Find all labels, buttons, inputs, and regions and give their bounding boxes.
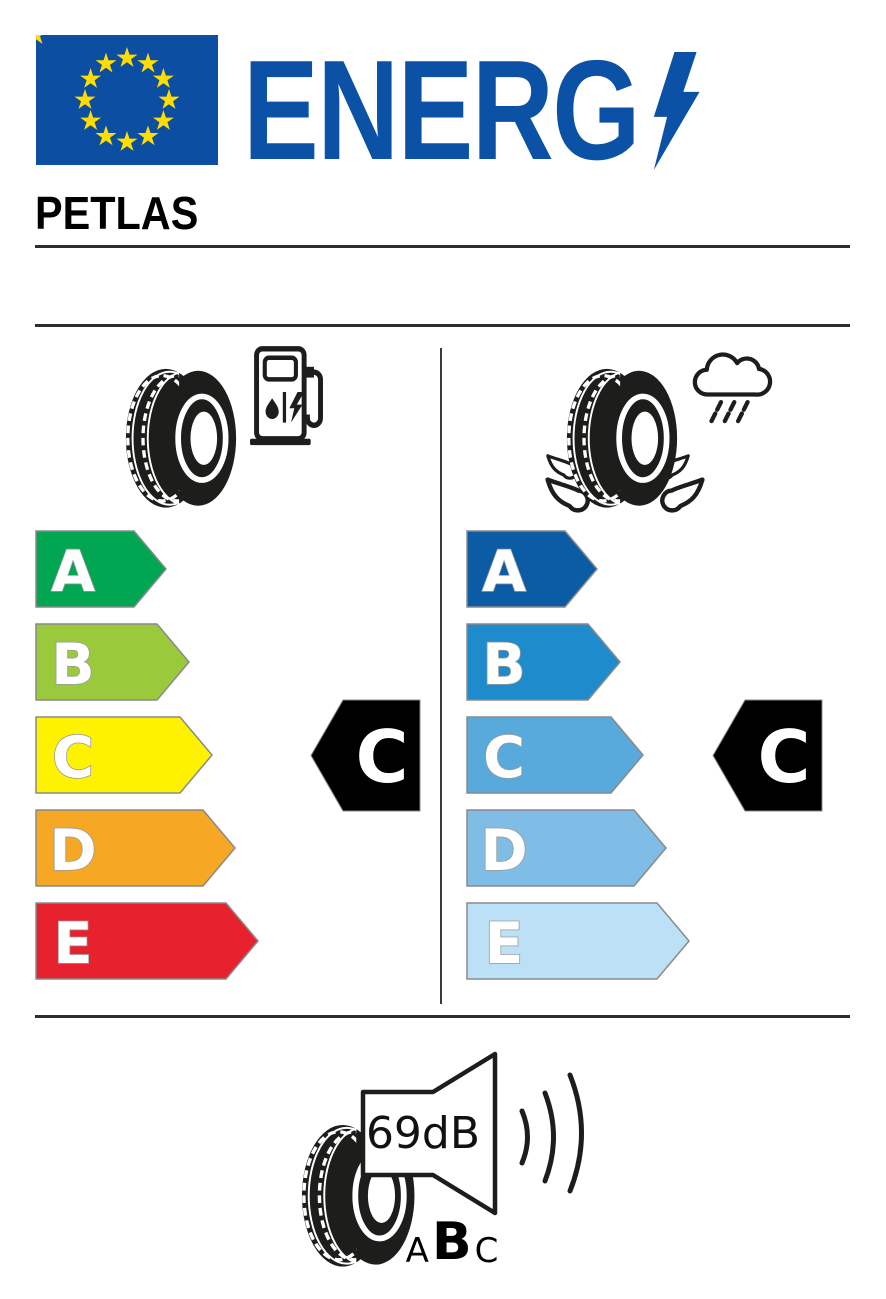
divider-line-middle xyxy=(35,324,850,327)
column-divider xyxy=(440,348,442,1004)
wet-grip-grade-A xyxy=(466,530,598,608)
fuel-efficiency-grade-C xyxy=(35,716,213,794)
fuel-efficiency-grade-B xyxy=(35,623,190,701)
noise-class-A: A xyxy=(405,1231,429,1271)
lightning-bolt-icon xyxy=(642,52,704,170)
tire-fuel-pump-icon xyxy=(120,345,350,520)
wet-grip-scale xyxy=(466,530,690,995)
energ-logo-text: ENERG xyxy=(243,31,639,190)
svg-text:B: B xyxy=(482,632,526,698)
svg-text:E: E xyxy=(53,911,93,977)
fuel-efficiency-grade-D xyxy=(35,809,236,887)
wet-grip-grade-E xyxy=(466,902,690,980)
svg-text:D: D xyxy=(49,818,97,884)
fuel-efficiency-grade-E xyxy=(35,902,259,980)
svg-text:B: B xyxy=(51,632,95,698)
svg-text:A: A xyxy=(481,539,527,605)
wet-grip-rating-letter: C xyxy=(757,715,811,799)
noise-class-scale xyxy=(400,1212,504,1272)
noise-db-value: 69dB xyxy=(365,1108,481,1159)
wet-grip-grade-C xyxy=(466,716,644,794)
eu-flag-icon xyxy=(36,35,218,165)
tire-rain-cloud-icon xyxy=(535,345,785,525)
sound-waves-icon xyxy=(522,1075,582,1191)
fuel-efficiency-scale xyxy=(35,530,259,995)
divider-line-top xyxy=(35,245,850,248)
wet-grip-grade-B xyxy=(466,623,621,701)
wet-grip-rating-arrow xyxy=(712,699,823,812)
brand-name: PETLAS xyxy=(35,187,199,239)
wet-grip-grade-D xyxy=(466,809,667,887)
svg-text:D: D xyxy=(480,818,528,884)
divider-line-bottom xyxy=(35,1015,850,1018)
noise-class-B: B xyxy=(431,1212,472,1272)
fuel-rating-letter: C xyxy=(355,715,409,799)
svg-text:C: C xyxy=(483,725,525,791)
fuel-efficiency-rating-arrow xyxy=(310,699,421,812)
fuel-efficiency-grade-A xyxy=(35,530,167,608)
svg-text:C: C xyxy=(52,725,94,791)
noise-class-C: C xyxy=(474,1231,499,1271)
svg-text:E: E xyxy=(484,911,524,977)
svg-text:A: A xyxy=(50,539,96,605)
